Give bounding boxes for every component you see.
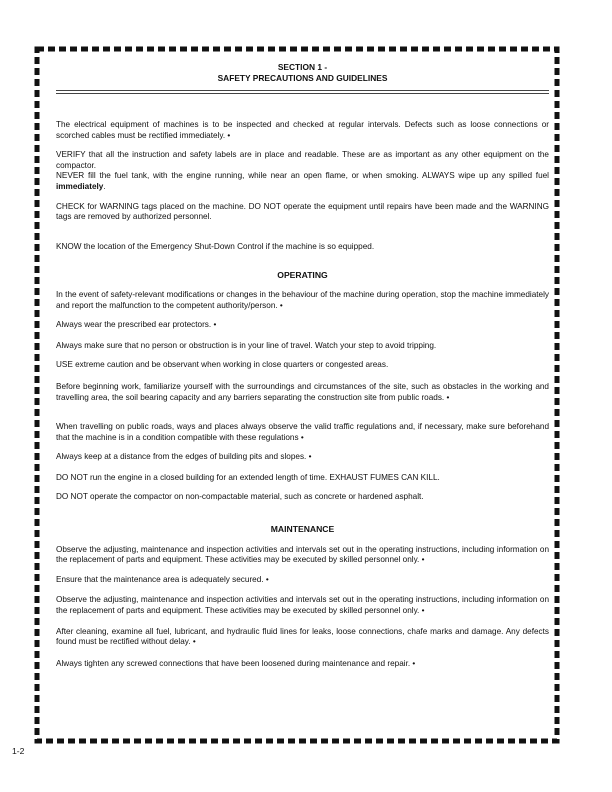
paragraph-warning-tags: CHECK for WARNING tags placed on the machine. DO NOT operate the equipment until repairs have been made and the WARNING tags are removed by authorized personnel.	[56, 201, 549, 222]
page-number: 1-2	[12, 746, 25, 756]
operating-item: Before beginning work, familiarize yourself with the surroundings and circumstances of the site, such as obstacles in the working and travelling area, the soil bearing capacity and any barriers separating the construction site from public roads. •	[56, 381, 549, 402]
maintenance-item: Always tighten any screwed connections that have been loosened during maintenance and repair. •	[56, 658, 416, 668]
operating-item: In the event of safety-relevant modifications or changes in the behaviour of the machine during operation, stop the machine immediately and report the malfunction to the competent authority/person. •	[56, 289, 549, 310]
operating-heading: OPERATING	[277, 270, 328, 281]
title-rule-bottom	[56, 93, 549, 94]
maintenance-item: Observe the adjusting, maintenance and inspection activities and intervals set out in the operating instructions, including information on the replacement of parts and equipment. These activities may be executed by skilled personnel only. •	[56, 595, 549, 616]
operating-item: Always make sure that no person or obstruction is in your line of travel. Watch your step to avoid tripping.	[56, 340, 437, 350]
page-content	[56, 62, 549, 669]
paragraph-emergency-shutdown: KNOW the location of the Emergency Shut-Down Control if the machine is so equipped.	[56, 241, 375, 251]
operating-item: Always keep at a distance from the edges of building pits and slopes. •	[56, 452, 312, 462]
paragraph-fuel-tank	[56, 171, 549, 192]
maintenance-item: Observe the adjusting, maintenance and inspection activities and intervals set out in the operating instructions, including information on the replacement of parts and equipment. These activities may be executed by skilled personnel only. •	[56, 544, 549, 565]
maintenance-item: After cleaning, examine all fuel, lubricant, and hydraulic fluid lines for leaks, loose connections, chafe marks and damage. Any defects found must be rectified without delay. •	[56, 626, 549, 647]
operating-item: USE extreme caution and be observant when working in close quarters or congested areas.	[56, 360, 389, 370]
operating-item: When travelling on public roads, ways and places always observe the valid traffic regulations and, if necessary, make sure beforehand that the machine is in a condition compatible with these regulations •	[56, 422, 549, 442]
section-number: SECTION 1 -	[277, 62, 328, 72]
fuel-emphasis: immediately	[56, 181, 104, 191]
operating-item: DO NOT run the engine in a closed building for an extended length of time. EXHAUST FUMES CAN KILL.	[56, 472, 440, 482]
maintenance-heading: MAINTENANCE	[270, 524, 335, 535]
section-title: SAFETY PRECAUTIONS AND GUIDELINES	[217, 73, 388, 83]
operating-item: Always wear the prescribed ear protectors. •	[56, 320, 217, 330]
section-header	[56, 62, 549, 84]
paragraph-verify-labels: VERIFY that all the instruction and safety labels are in place and readable. These are as important as any other equipment on the compactor.	[56, 150, 549, 170]
operating-item: DO NOT operate the compactor on non-compactable material, such as concrete or hardened asphalt.	[56, 492, 424, 502]
fuel-text: NEVER fill the fuel tank, with the engine running, while near an open flame, or when smoking. ALWAYS wipe up any spilled fuel	[56, 171, 549, 181]
title-rule-top	[56, 90, 549, 91]
maintenance-item: Ensure that the maintenance area is adequately secured. •	[56, 574, 269, 584]
paragraph-electrical-inspection: The electrical equipment of machines is to be inspected and checked at regular intervals. Defects such as loose connections or scorched cables must be rectified immediately. •	[56, 120, 549, 140]
fuel-period: .	[103, 181, 106, 191]
